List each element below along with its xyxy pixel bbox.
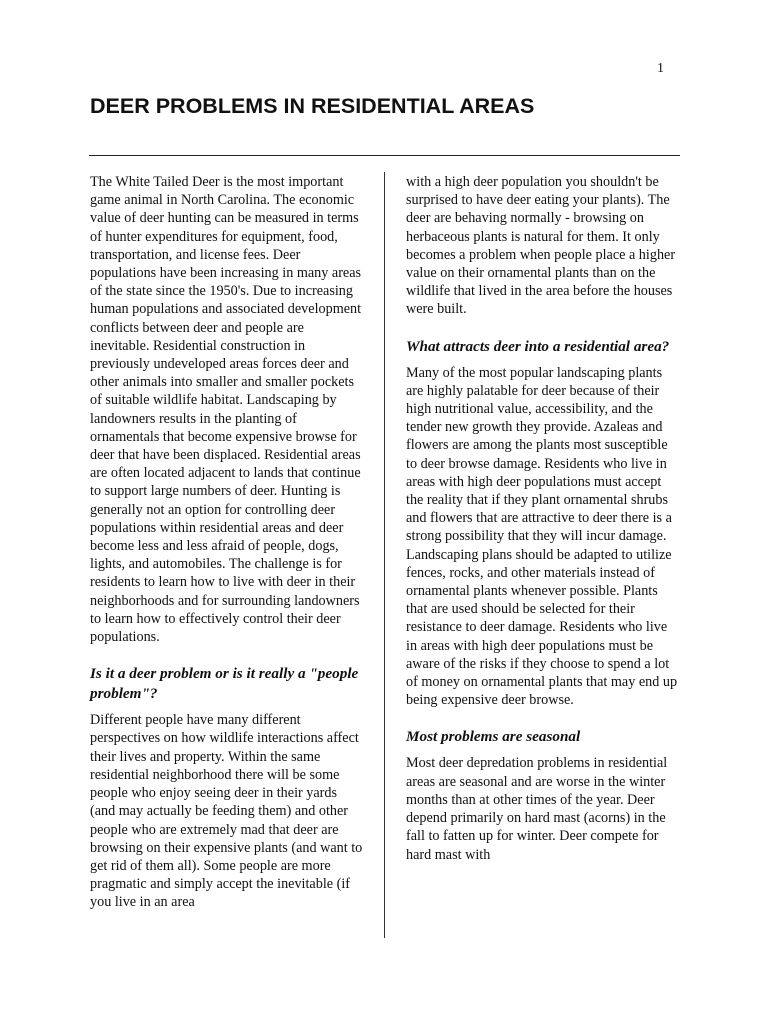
page-title: DEER PROBLEMS IN RESIDENTIAL AREAS <box>90 94 535 118</box>
left-column <box>90 173 364 912</box>
seasonal-problems-paragraph: Most deer depredation problems in residential areas are seasonal and are worse in the winter months than at other times of the year. Deer depend primarily on hard mast (acorns) in the fall to fatten up for winter. Deer compete for hard mast with <box>406 755 668 863</box>
intro-paragraph: The White Tailed Deer is the most important game animal in North Carolina. The economic value of deer hunting can be measured in terms of hunter expenditures for equipment, food, transportation, and license fees. Deer populations have been increasing in many areas of the state since the 1950's. Due to increasing human populations and associated development conflicts between deer and people are inevitable. Residential construction in previously undeveloped areas forces deer and other animals into smaller and smaller pockets of suitable wildlife habitat. Landscaping by landowners results in the planting of ornamentals that become expensive browse for deer that have been displaced. Residential areas are often located adjacent to lands that continue to support large numbers of deer. Hunting is generally not an option for controlling deer populations within residential areas and deer become less and less afraid of people, dogs, lights, and automobiles. The challenge is for residents to learn how to live with deer in their neighborhoods and for surrounding landowners to learn how to effectively control their deer populations. <box>90 174 362 646</box>
page-number: 1 <box>657 61 664 76</box>
section-heading-what-attracts-deer: What attracts deer into a residential area? <box>406 337 670 355</box>
what-attracts-deer-paragraph: Many of the most popular landscaping plants are highly palatable for deer because of their high nutritional value, accessibility, and the tender new growth they provide. Azaleas and flowers are among the plants most susceptible to deer browse damage. Residents who live in areas with high deer populations must accept the reality that if they plant ornamental shrubs and flowers that are attractive to deer there is a strong possibility that they will incur damage. Landscaping plans should be adapted to utilize fences, rocks, and other materials instead of ornamental plants whenever possible. Plants that are used should be selected for their resistance to deer damage. Residents who live in areas with high deer populations must be aware of the risks if they choose to spend a lot of money on ornamental plants that may end up being expensive deer browse. <box>406 364 678 709</box>
section-heading-people-problem: Is it a deer problem or is it really a "people problem"? <box>90 665 359 703</box>
right-column <box>406 173 680 864</box>
section-heading-seasonal-problems: Most problems are seasonal <box>406 728 581 746</box>
title-rule <box>89 155 680 156</box>
people-problem-paragraph: Different people have many different perspectives on how wildlife interactions affect their lives and property. Within the same residential neighborhood there will be some people who enjoy seeing deer in their yards (and may actually be feeding them) and other people who are extremely mad that deer are browsing on their expensive plants (and want to get rid of them all). Some people are more pragmatic and simply accept the inevitable (if you live in an area <box>90 712 363 911</box>
column-divider <box>384 172 385 938</box>
continued-paragraph: with a high deer population you shouldn't be surprised to have deer eating your plants). The deer are behaving normally - browsing on herbaceous plants is natural for them. It only becomes a problem when people place a higher value on their ornamental plants than on the wildlife that lived in the area before the houses were built. <box>406 174 676 318</box>
